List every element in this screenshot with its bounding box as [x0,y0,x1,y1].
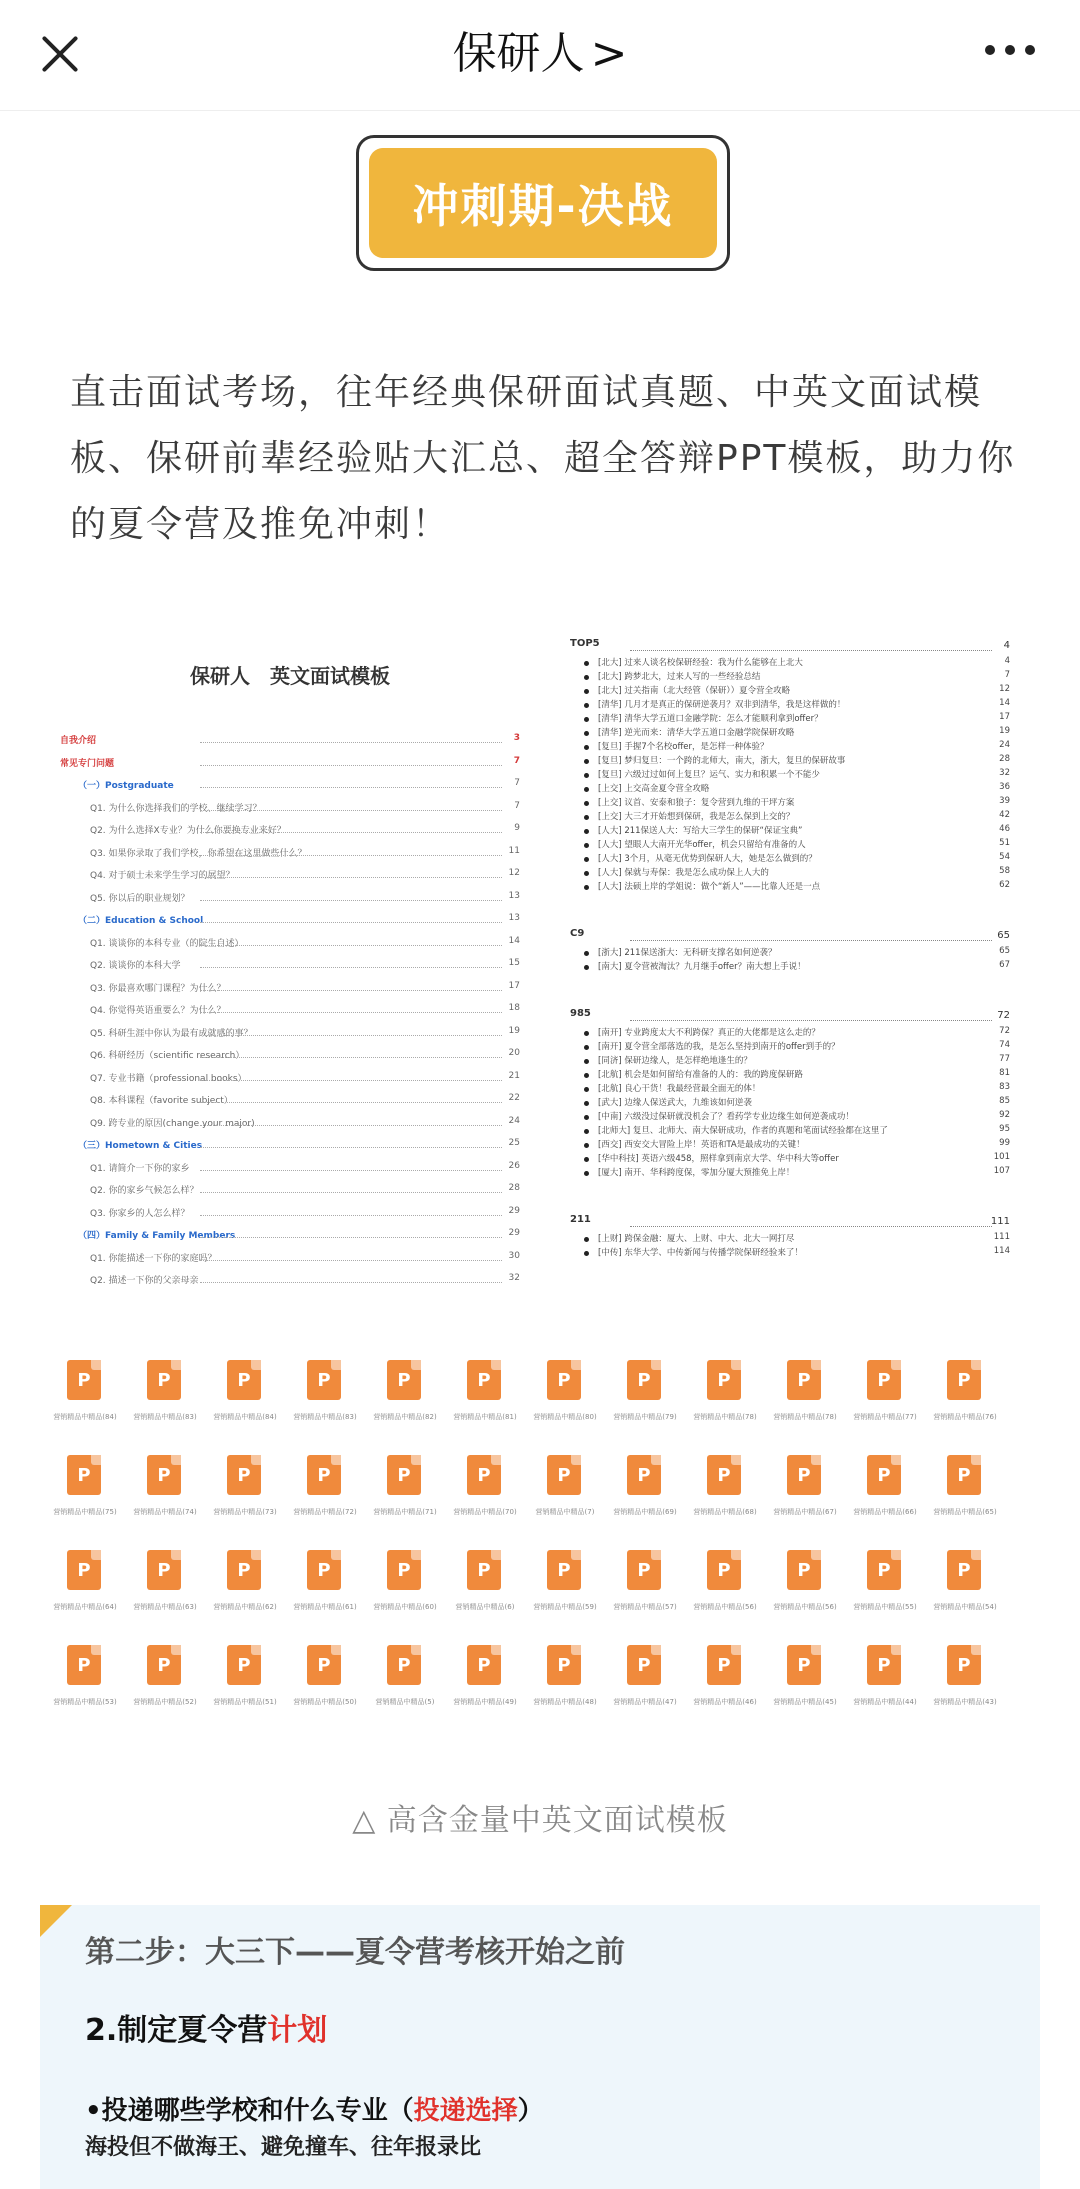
slide-bullet: •投递哪些学校和什么专业（投递选择） [85,2096,544,2126]
ppt-file-item [765,1455,845,1545]
toc-entry-page: 25 [508,1138,520,1148]
toc-entry-text: （三）Hometown & Cities [78,1141,203,1151]
ppt-file-icon: P [147,1360,181,1400]
ppt-file-label: 营销精品中精品(60) [373,1603,437,1611]
ppt-file-icon: P [627,1550,661,1590]
toc-entry-text: Q1. 你能描述一下你的家庭吗？ [90,1253,217,1264]
ppt-file-item [285,1360,365,1450]
toc-entry-text: Q7. 专业书籍（professional books） [90,1073,247,1084]
ppt-file-icon: P [627,1645,661,1685]
ppt-file-icon: P [467,1550,501,1590]
toc-article-entry: [上交] 议首、安泰和狼子：复令营到九维的干坪方案 39 [570,796,1010,810]
ppt-file-label: 营销精品中精品(6) [455,1603,515,1611]
toc-entry-page: 9 [514,823,520,833]
ppt-file-icon: P [67,1360,101,1400]
toc-article-entry: [上交] 上交高金夏令营全攻略 36 [570,782,1010,796]
toc-entry [60,1269,520,1289]
ppt-file-item [365,1360,445,1450]
ppt-file-label: 营销精品中精品(55) [853,1603,917,1611]
ppt-file-item [605,1645,685,1735]
toc-article-entry: [南开] 夏令营全部落选的我，是怎么坚持到南开的offer到手的？ 74 [570,1040,1010,1054]
ppt-file-label: 营销精品中精品(67) [773,1508,837,1516]
ppt-file-icon: P [787,1455,821,1495]
toc-article-entry: [华中科技] 英语六级458，照样拿到南京大学、华中科大等offer 101 [570,1152,1010,1166]
ppt-file-item [525,1455,605,1545]
toc-article-entry: [北大] 过来人谈名校保研经验：我为什么能够在上北大 4 [570,656,1010,670]
toc-entry-page: 28 [508,1183,520,1193]
ppt-file-label: 营销精品中精品(43) [933,1698,997,1706]
ppt-file-label: 营销精品中精品(49) [453,1698,517,1706]
ppt-file-item [845,1455,925,1545]
ppt-file-label: 营销精品中精品(82) [373,1413,437,1421]
ppt-file-label: 营销精品中精品(80) [533,1413,597,1421]
toc-article-entry: [北航] 良心干货！我最经营最全面无的体！ 83 [570,1082,1010,1096]
toc-article-entry: [中传] 东华大学、中传新闻与传播学院保研经验来了！ 114 [570,1246,1010,1260]
ppt-file-icon: P [67,1645,101,1685]
ppt-file-label: 营销精品中精品(65) [933,1508,997,1516]
ppt-file-icon: P [787,1645,821,1685]
toc-article-entry: [北航] 机会是如何留给有准备的人的：我的跨度保研路 81 [570,1068,1010,1082]
toc-entry [60,864,520,884]
ppt-file-item [525,1550,605,1640]
toc-entry [60,1247,520,1267]
toc-entry-text: Q5. 科研生涯中你认为最有成就感的事？ [90,1028,253,1039]
toc-entry-text: Q3. 如果你录取了我们学校，你希望在这里做些什么？ [90,848,307,859]
ppt-file-icon: P [307,1645,341,1685]
ppt-file-label: 营销精品中精品(62) [213,1603,277,1611]
ppt-file-icon: P [307,1550,341,1590]
image-caption: △ 高含金量中英文面试模板 [352,1803,728,1838]
ppt-file-item [685,1645,765,1735]
ppt-file-item [925,1360,1005,1450]
ppt-file-label: 营销精品中精品(70) [453,1508,517,1516]
ppt-file-item [765,1645,845,1735]
toc-entry-text: Q1. 为什么你选择我们的学校、继续学习？ [90,803,262,814]
ppt-file-label: 营销精品中精品(72) [293,1508,357,1516]
toc-entry-text: （一）Postgraduate [78,781,174,791]
ppt-file-label: 营销精品中精品(69) [613,1508,677,1516]
toc-list [60,729,520,1289]
toc-entry-text: Q2. 为什么选择X专业？为什么你要换专业来好？ [90,826,286,836]
english-template-toc [60,630,520,1286]
toc-article-entry: [浙大] 211保送浙大：无科研支撑名如何逆袭？ 65 [570,946,1010,960]
ppt-file-label: 营销精品中精品(79) [613,1413,677,1421]
toc-entry-page: 21 [508,1070,520,1081]
toc-entry-text: Q2. 你的家乡气候怎么样？ [90,1186,199,1196]
ppt-file-item [285,1455,365,1545]
toc-entry-page: 3 [513,733,520,743]
document-preview-image [40,600,1040,1300]
toc-entry-page: 24 [508,1115,520,1126]
ppt-file-label: 营销精品中精品(56) [773,1603,837,1611]
ppt-file-item [445,1645,525,1735]
ppt-file-label: 营销精品中精品(56) [693,1603,757,1611]
toc-entry [60,1089,520,1109]
ppt-file-grid [45,1360,1035,1740]
sprint-label-box [356,135,730,271]
ppt-file-item [765,1360,845,1450]
toc-entry-page: 11 [508,845,520,856]
toc-article-entry: [南大] 夏令营被淘汰？九月继手offer？南大想上手说！ 67 [570,960,1010,974]
ppt-file-item [605,1550,685,1640]
toc-entry-text: Q3. 你家乡的人怎么样？ [90,1208,190,1219]
ppt-file-icon: P [867,1455,901,1495]
ppt-file-icon: P [387,1360,421,1400]
toc-article-entry: [上财] 跨保金融：厦大、上财、中大、北大一网打尽 111 [570,1232,1010,1246]
ppt-file-item [845,1550,925,1640]
corner-decoration [40,1905,72,1937]
toc-article-entry: [武大] 边缘人保送武大，九维该如何逆袭 85 [570,1096,1010,1110]
toc-entry [60,842,520,862]
slide-plan-heading: 2.制定夏令营计划 [85,2013,328,2048]
toc-entry-page: 7 [514,778,520,788]
toc-article-entry: [北师大] 复旦、北师大、南大保研成功，作者的真题和笔面试经验都在这里了 95 [570,1124,1010,1138]
ppt-file-label: 营销精品中精品(66) [853,1508,917,1516]
ppt-file-icon: P [147,1455,181,1495]
toc-entry-page: 13 [508,913,520,923]
ppt-file-item [45,1645,125,1735]
ppt-file-icon: P [387,1550,421,1590]
ppt-file-icon: P [547,1550,581,1590]
toc-entry [60,797,520,817]
ppt-file-label: 营销精品中精品(7) [535,1508,595,1516]
ppt-file-item [445,1455,525,1545]
ppt-file-label: 营销精品中精品(59) [533,1603,597,1611]
ppt-file-item [445,1360,525,1450]
ppt-file-item [445,1550,525,1640]
ppt-file-icon: P [627,1455,661,1495]
toc-section-heading: TOP5 4 [570,638,1010,651]
ppt-file-icon: P [307,1360,341,1400]
ppt-file-item [125,1645,205,1735]
ppt-file-item [365,1455,445,1545]
ppt-file-item [605,1360,685,1450]
toc-entry-text: （二）Education & School [78,916,204,926]
toc-entry-text: Q5. 你以后的职业规划？ [90,893,190,904]
toc-section-heading: 211 111 [570,1214,1010,1227]
toc-article-entry: [北大] 跨梦北大，过来人写的一些经验总结 7 [570,670,1010,684]
toc-entry [60,1224,520,1244]
ppt-file-icon: P [467,1645,501,1685]
toc-entry [60,1202,520,1222]
toc-entry [60,774,520,794]
ppt-file-item [45,1550,125,1640]
toc-article-entry: [复旦] 手握7个名校offer，是怎样一种体验？ 24 [570,740,1010,754]
toc-entry-text: Q2. 描述一下你的父亲母亲 [90,1276,199,1286]
toc-entry [60,977,520,997]
ppt-file-label: 营销精品中精品(61) [293,1603,357,1611]
toc-article-entry: [上交] 大三才开始想到保研，我是怎么保到上交的？ 42 [570,810,1010,824]
ppt-file-item [685,1550,765,1640]
ppt-file-label: 营销精品中精品(57) [613,1603,677,1611]
ppt-file-label: 营销精品中精品(78) [693,1413,757,1421]
sprint-label: 冲刺期-决战 [369,148,717,258]
ppt-file-item [45,1455,125,1545]
ppt-file-label: 营销精品中精品(77) [853,1413,917,1421]
toc-entry-page: 30 [508,1250,520,1261]
ppt-file-item [925,1455,1005,1545]
toc-title: 保研人 英文面试模板 [190,664,390,688]
ppt-file-item [125,1550,205,1640]
ppt-file-label: 营销精品中精品(50) [293,1698,357,1706]
toc-entry-page: 22 [508,1093,520,1103]
ppt-file-icon: P [67,1455,101,1495]
toc-entry [60,1067,520,1087]
ppt-file-item [685,1360,765,1450]
toc-sections [570,638,1010,1286]
ppt-file-label: 营销精品中精品(52) [133,1698,197,1706]
ppt-file-icon: P [387,1645,421,1685]
toc-entry-page: 13 [508,890,520,901]
toc-entry [60,1134,520,1154]
ppt-file-icon: P [707,1550,741,1590]
ppt-file-icon: P [227,1550,261,1590]
toc-entry-page: 17 [508,980,520,991]
ppt-file-label: 营销精品中精品(73) [213,1508,277,1516]
toc-entry-page: 32 [508,1273,520,1283]
toc-entry-page: 18 [508,1003,520,1013]
ppt-file-icon: P [147,1645,181,1685]
toc-entry-text: Q1. 请简介一下你的家乡 [90,1163,190,1174]
ppt-file-icon: P [227,1360,261,1400]
ppt-file-label: 营销精品中精品(63) [133,1603,197,1611]
ppt-file-icon: P [627,1360,661,1400]
ppt-file-icon: P [707,1645,741,1685]
ppt-file-icon: P [547,1360,581,1400]
ppt-file-item [925,1550,1005,1640]
intro-paragraph: 直击面试考场，往年经典保研面试真题、中英文面试模板、保研前辈经验贴大汇总、超全答辩PPT模板，助力你的夏令营及推免冲刺！ [70,372,1016,545]
toc-entry-page: 7 [513,755,520,766]
ppt-file-item [365,1645,445,1735]
ppt-file-item [45,1360,125,1450]
ppt-file-item [205,1550,285,1640]
more-options-icon[interactable] [980,30,1040,70]
toc-entry [60,1112,520,1132]
ppt-file-icon: P [867,1645,901,1685]
toc-article-entry: [人大] 3个月，从毫无优势到保研人大，她是怎么做到的？ 54 [570,852,1010,866]
toc-article-entry: [西交] 西安交大冒险上岸！英语和TA是最成功的关键！ 99 [570,1138,1010,1152]
ppt-file-label: 营销精品中精品(51) [213,1698,277,1706]
ppt-file-label: 营销精品中精品(47) [613,1698,677,1706]
ppt-file-label: 营销精品中精品(45) [773,1698,837,1706]
ppt-file-icon: P [227,1645,261,1685]
toc-section-heading: C9 65 [570,928,1010,941]
toc-article-entry: [中南] 六级没过保研就没机会了？看药学专业边缘生如何逆袭成功！ 92 [570,1110,1010,1124]
toc-article-entry: [同济] 保研边缘人，是怎样绝地逢生的？ 77 [570,1054,1010,1068]
toc-entry [60,932,520,952]
account-name[interactable]: 保研人 [452,28,585,79]
ppt-file-label: 营销精品中精品(83) [133,1413,197,1421]
ppt-file-item [125,1455,205,1545]
toc-entry-page: 7 [514,800,520,811]
toc-entry-text: 自我介绍 [60,736,97,746]
toc-entry-page: 29 [508,1205,520,1216]
toc-entry [60,1044,520,1064]
ppt-file-item [925,1645,1005,1735]
ppt-file-icon: P [707,1455,741,1495]
toc-entry [60,1179,520,1199]
ppt-file-icon: P [67,1550,101,1590]
ppt-file-icon: P [787,1360,821,1400]
ppt-file-item [365,1550,445,1640]
ppt-file-label: 营销精品中精品(5) [375,1698,435,1706]
ppt-file-item [285,1550,365,1640]
account-title[interactable] [0,24,1080,84]
nav-bar [0,0,1080,111]
ppt-file-label: 营销精品中精品(84) [53,1413,117,1421]
experience-posts-toc [570,630,1010,1270]
toc-entry-text: Q3. 你最喜欢哪门课程？为什么？ [90,983,226,994]
ppt-file-icon: P [387,1455,421,1495]
toc-entry-text: 常见专门问题 [60,758,115,769]
ppt-file-icon: P [147,1550,181,1590]
slide-preview-image [40,1905,1040,2189]
toc-entry-text: Q8. 本科课程（favorite subject） [90,1096,233,1106]
ppt-file-label: 营销精品中精品(68) [693,1508,757,1516]
ppt-file-icon: P [307,1455,341,1495]
toc-article-entry: [北大] 过关指南（北大经管（保研））夏令营全攻略 12 [570,684,1010,698]
ppt-file-icon: P [947,1550,981,1590]
toc-entry-page: 14 [508,935,520,946]
ppt-file-item [205,1455,285,1545]
ppt-file-icon: P [467,1360,501,1400]
toc-entry [60,999,520,1019]
ppt-file-item [605,1455,685,1545]
toc-entry-page: 12 [508,868,520,878]
ppt-file-icon: P [947,1455,981,1495]
toc-entry [60,729,520,749]
ppt-file-icon: P [707,1360,741,1400]
toc-entry-page: 29 [508,1228,520,1238]
toc-entry-text: Q2. 谈谈你的本科大学 [90,961,181,971]
slide-handwritten-note: 海投但不做海王、避免撞车、往年报录比 [85,2134,482,2160]
toc-article-entry: [南开] 专业跨度太大不利跨保？真正的大佬都是这么走的？ 72 [570,1026,1010,1040]
ppt-file-icon: P [867,1360,901,1400]
ppt-file-item [525,1360,605,1450]
toc-article-entry: [人大] 法硕上岸的学姐说：做个“新人”——比靠人还是一点 62 [570,880,1010,894]
ppt-file-item [525,1645,605,1735]
ppt-file-label: 营销精品中精品(75) [53,1508,117,1516]
toc-entry-text: Q9. 跨专业的原因(change your major) [90,1118,255,1129]
ppt-file-item [125,1360,205,1450]
toc-article-entry: [厦大] 南开、华科跨度保，零加分厦大预推免上岸！ 107 [570,1166,1010,1180]
toc-entry-text: （四）Family & Family Members [78,1231,236,1241]
slide-step-title: 第二步：大三下——夏令营考核开始之前 [85,1935,625,1970]
toc-article-entry: [清华] 清华大学五道口金融学院：怎么才能顺利拿到offer？ 17 [570,712,1010,726]
ppt-file-item [845,1360,925,1450]
toc-article-entry: [复旦] 六级过过如何上复旦？运气、实力和积累一个不能少 32 [570,768,1010,782]
ppt-file-label: 营销精品中精品(76) [933,1413,997,1421]
ppt-file-label: 营销精品中精品(46) [693,1698,757,1706]
toc-section-heading: 985 72 [570,1008,1010,1021]
ppt-file-icon: P [947,1645,981,1685]
ppt-file-label: 营销精品中精品(71) [373,1508,437,1516]
ppt-file-item [845,1645,925,1735]
ppt-file-icon: P [547,1645,581,1685]
toc-entry-page: 15 [508,958,520,968]
ppt-file-label: 营销精品中精品(81) [453,1413,517,1421]
toc-entry [60,887,520,907]
toc-entry-text: Q1. 谈谈你的本科专业（的院生自述） [90,938,244,949]
toc-article-entry: [清华] 逆光而来：清华大学五道口金融学院保研攻略 19 [570,726,1010,740]
chevron-right-icon[interactable]: > [590,28,628,79]
toc-article-entry: [人大] 保就与寿保：我是怎么成功保上人大的 58 [570,866,1010,880]
toc-entry [60,954,520,974]
ppt-file-icon: P [787,1550,821,1590]
ppt-file-item [285,1645,365,1735]
ppt-file-icon: P [467,1455,501,1495]
ppt-file-item [765,1550,845,1640]
toc-entry-page: 26 [508,1160,520,1171]
toc-entry-page: 19 [508,1025,520,1036]
ppt-file-label: 营销精品中精品(64) [53,1603,117,1611]
toc-entry [60,909,520,929]
toc-entry [60,819,520,839]
toc-entry-page: 20 [508,1048,520,1058]
toc-entry [60,752,520,772]
ppt-file-item [205,1645,285,1735]
toc-entry [60,1022,520,1042]
ppt-file-label: 营销精品中精品(83) [293,1413,357,1421]
toc-entry-text: Q4. 你觉得英语重要么？为什么？ [90,1006,226,1016]
ppt-file-icon: P [227,1455,261,1495]
ppt-file-icon: P [947,1360,981,1400]
toc-article-entry: [人大] 望眼人大南开光华offer，机会只留给有准备的人 51 [570,838,1010,852]
toc-article-entry: [人大] 211保送人大：写给大三学生的保研“保证宝典” 46 [570,824,1010,838]
toc-entry-text: Q6. 科研经历（scientific research） [90,1051,245,1061]
ppt-file-label: 营销精品中精品(48) [533,1698,597,1706]
ppt-file-item [685,1455,765,1545]
toc-article-entry: [清华] 几月才是真正的保研逆袭月？双非到清华，我是这样做的！ 14 [570,698,1010,712]
ppt-file-label: 营销精品中精品(78) [773,1413,837,1421]
ppt-file-label: 营销精品中精品(74) [133,1508,197,1516]
toc-entry-text: Q4. 对于硕士未来学生学习的展望？ [90,871,235,881]
ppt-file-label: 营销精品中精品(44) [853,1698,917,1706]
ppt-file-icon: P [867,1550,901,1590]
ppt-file-icon: P [547,1455,581,1495]
ppt-file-label: 营销精品中精品(84) [213,1413,277,1421]
ppt-file-label: 营销精品中精品(54) [933,1603,997,1611]
toc-article-entry: [复旦] 梦归复旦：一个跨的北师大，南大，浙大，复旦的保研故事 28 [570,754,1010,768]
ppt-file-label: 营销精品中精品(53) [53,1698,117,1706]
ppt-file-item [205,1360,285,1450]
toc-entry [60,1157,520,1177]
